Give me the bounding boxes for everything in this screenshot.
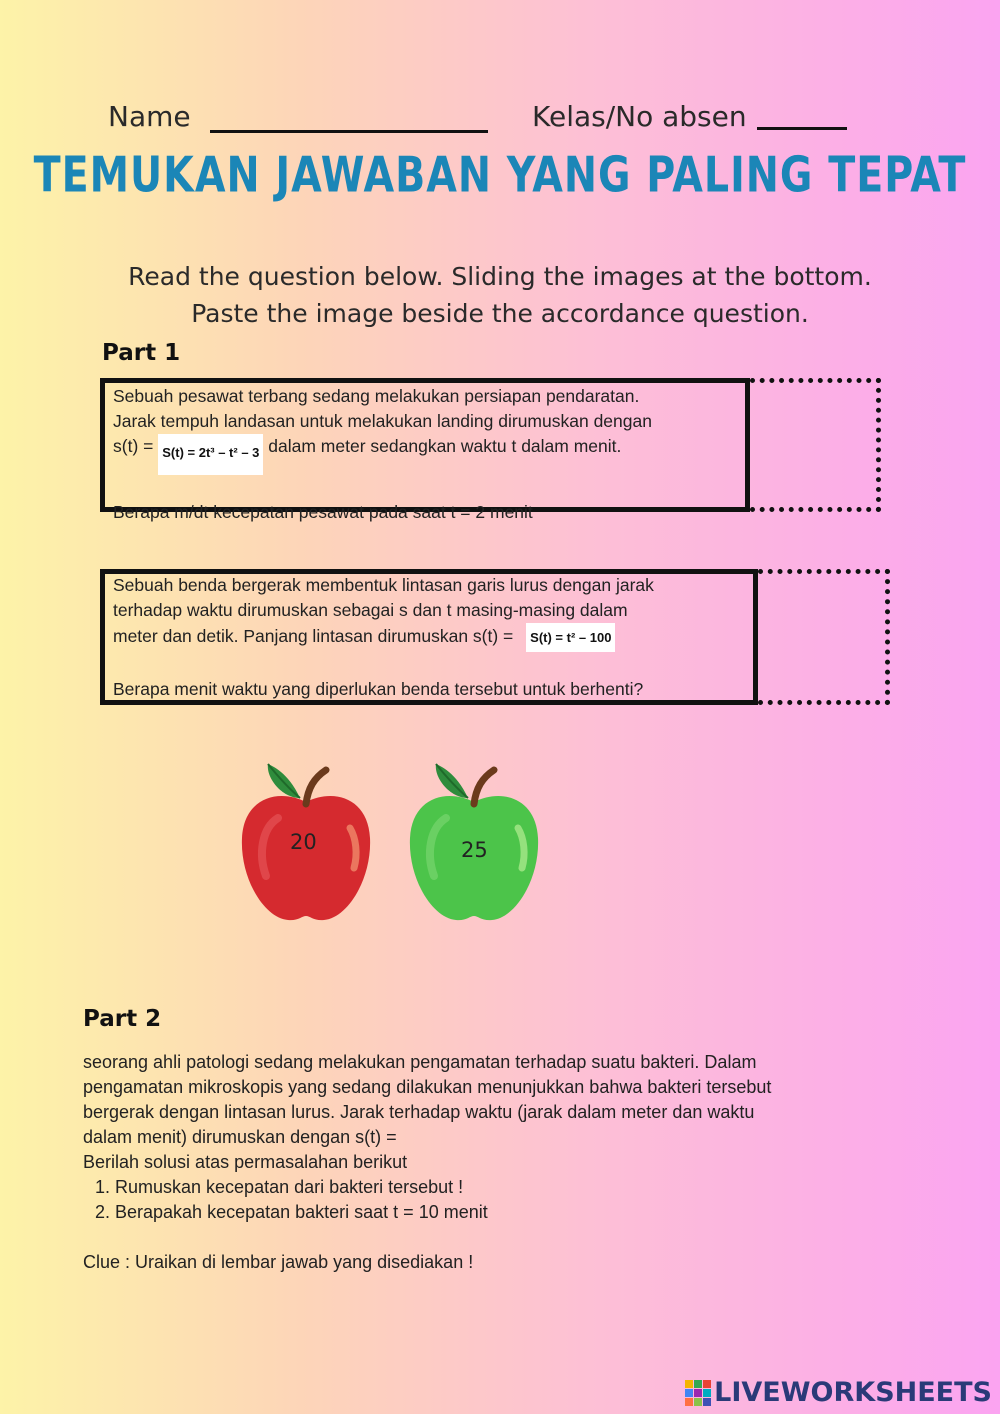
- q1-line1: Sebuah pesawat terbang sedang melakukan persiapan pendaratan.: [113, 386, 640, 406]
- question-2-text: [113, 573, 753, 702]
- instructions: Read the question below. Sliding the images at the bottom. Paste the image beside the accordance question.: [128, 262, 872, 328]
- liveworksheets-logo: [685, 1377, 992, 1408]
- q1-line3-post: dalam meter sedangkan waktu t dalam menit.: [268, 436, 622, 456]
- q1-line2: Jarak tempuh landasan untuk melakukan landing dirumuskan dengan: [113, 411, 652, 431]
- answer-20-label: 20: [290, 830, 317, 854]
- answer-apple-green[interactable]: [406, 758, 542, 924]
- class-input-line[interactable]: [757, 127, 847, 130]
- list-item: 2. Berapakah kecepatan bakteri saat t = 10 menit: [115, 1200, 883, 1225]
- part2-heading: Part 2: [83, 1006, 162, 1032]
- q1-formula: S(t) = 2t³ – t² – 3: [158, 434, 263, 475]
- class-label: Kelas/No absen: [532, 100, 747, 133]
- part2-para-line-1: seorang ahli patologi sedang melakukan pengamatan terhadap suatu bakteri. Dalam: [83, 1052, 757, 1072]
- q1-question: Berapa m/dt kecepatan pesawat pada saat t = 2 menit: [113, 502, 533, 522]
- part2-clue: Clue : Uraikan di lembar jawab yang disediakan !: [83, 1252, 474, 1272]
- part2-para-line-3: bergerak dengan lintasan lurus. Jarak terhadap waktu (jarak dalam meter dan waktu: [83, 1102, 755, 1122]
- q1-line3: [113, 434, 743, 475]
- question-1-text: [113, 384, 743, 525]
- q1-line3-pre: s(t) =: [113, 436, 154, 456]
- page-title: TEMUKAN JAWABAN YANG PALING TEPAT: [33, 146, 967, 205]
- part2-body: [83, 1050, 883, 1275]
- part1-heading: Part 1: [102, 340, 181, 366]
- answer-25-label: 25: [461, 838, 488, 862]
- q2-formula: S(t) = t² – 100: [526, 623, 615, 652]
- part2-para-line-2: pengamatan mikroskopis yang sedang dilakukan menunjukkan bahwa bakteri tersebut: [83, 1077, 772, 1097]
- q2-line1: Sebuah benda bergerak membentuk lintasan garis lurus dengan jarak: [113, 575, 654, 595]
- q2-question: Berapa menit waktu yang diperlukan benda tersebut untuk berhenti?: [113, 679, 644, 699]
- name-input-line[interactable]: [210, 130, 488, 133]
- q2-line3: [113, 623, 753, 652]
- name-label: Name: [108, 100, 191, 133]
- q2-line3-pre: meter dan detik. Panjang lintasan dirumuskan s(t) =: [113, 626, 514, 646]
- logo-text: LIVEWORKSHEETS: [714, 1377, 992, 1408]
- list-item: 1. Rumuskan kecepatan dari bakteri tersebut !: [115, 1175, 883, 1200]
- answer-apple-red[interactable]: [238, 758, 374, 924]
- answer-drop-zone-2[interactable]: [758, 569, 890, 705]
- q2-line2: terhadap waktu dirumuskan sebagai s dan t masing-masing dalam: [113, 600, 628, 620]
- answer-drop-zone-1[interactable]: [750, 378, 881, 512]
- logo-grid-icon: [685, 1380, 711, 1406]
- part2-prompt: Berilah solusi atas permasalahan berikut: [83, 1152, 408, 1172]
- part2-list: [83, 1175, 883, 1225]
- part2-para-line-4: dalam menit) dirumuskan dengan s(t) =: [83, 1127, 397, 1147]
